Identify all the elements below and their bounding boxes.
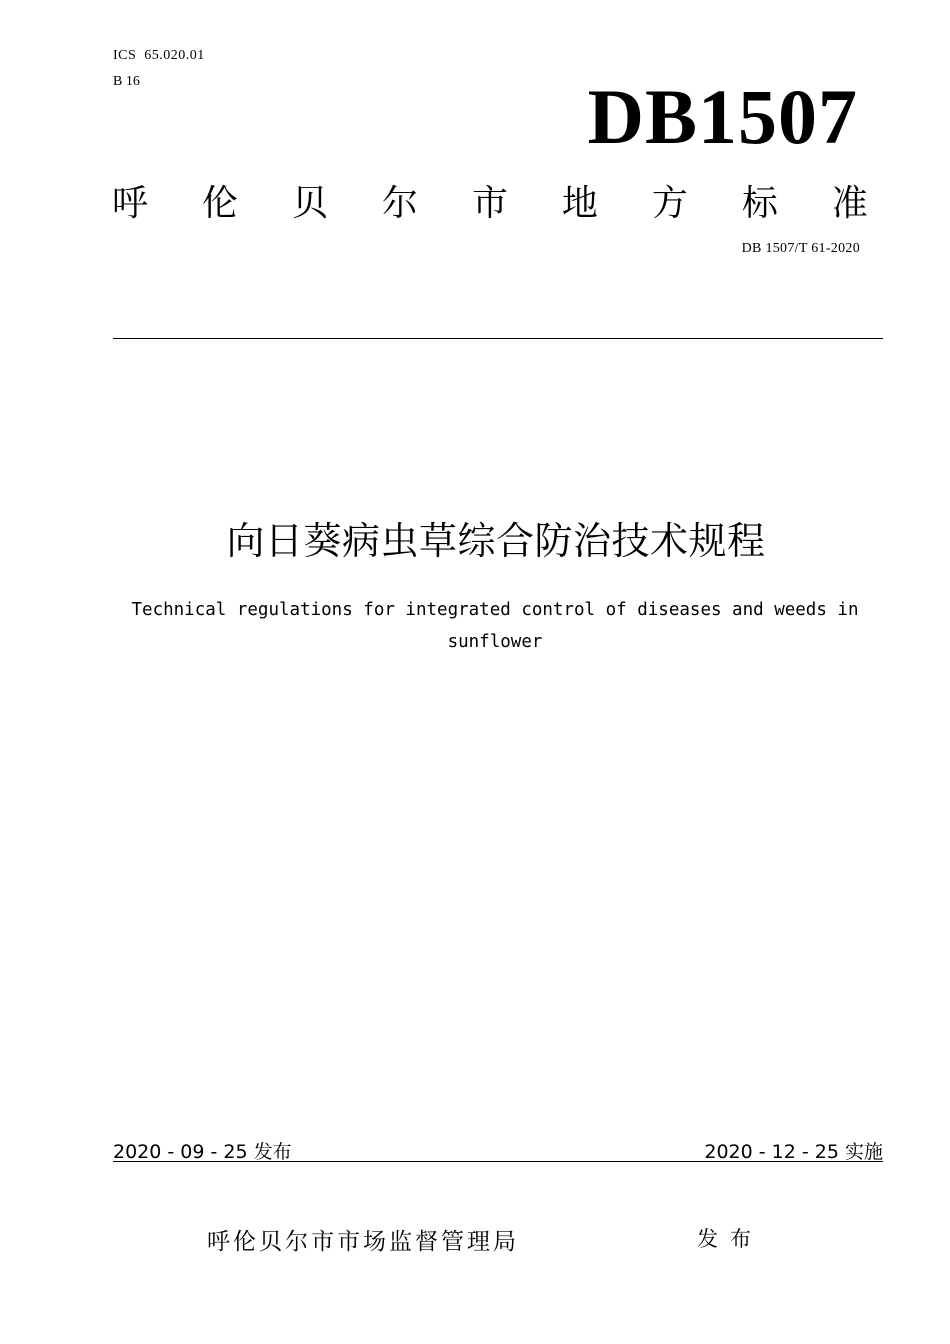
- implementation-date: 2020 - 12 - 25 实施: [704, 1141, 883, 1163]
- top-divider: [113, 338, 883, 339]
- standard-type-char: 方: [651, 183, 688, 224]
- ccs-code: B 16: [113, 74, 140, 89]
- standard-type-char: 呼: [112, 183, 149, 224]
- standard-type-char: 伦: [201, 183, 238, 224]
- bottom-divider: [113, 1161, 883, 1162]
- standard-type-char: 市: [471, 183, 508, 224]
- standard-type-char: 标: [741, 183, 778, 224]
- standard-code-large: DB1507: [587, 73, 858, 160]
- issue-date: 2020 - 09 - 25 发布: [113, 1141, 292, 1163]
- title-chinese: 向日葵病虫草综合防治技术规程: [226, 519, 766, 563]
- title-english: Technical regulations for integrated control of diseases and weeds in sunflower: [131, 600, 859, 652]
- standard-type-heading: [112, 184, 868, 224]
- standard-type-char: 尔: [381, 183, 418, 224]
- publish-label: 发布: [697, 1227, 763, 1251]
- standard-type-char: 准: [831, 183, 868, 224]
- standard-number: DB 1507/T 61-2020: [741, 241, 860, 256]
- standard-type-char: 地: [561, 183, 598, 224]
- ics-code: ICS 65.020.01: [113, 48, 205, 63]
- standard-type-char: 贝: [291, 183, 328, 224]
- publisher-name: 呼伦贝尔市市场监督管理局: [207, 1229, 519, 1255]
